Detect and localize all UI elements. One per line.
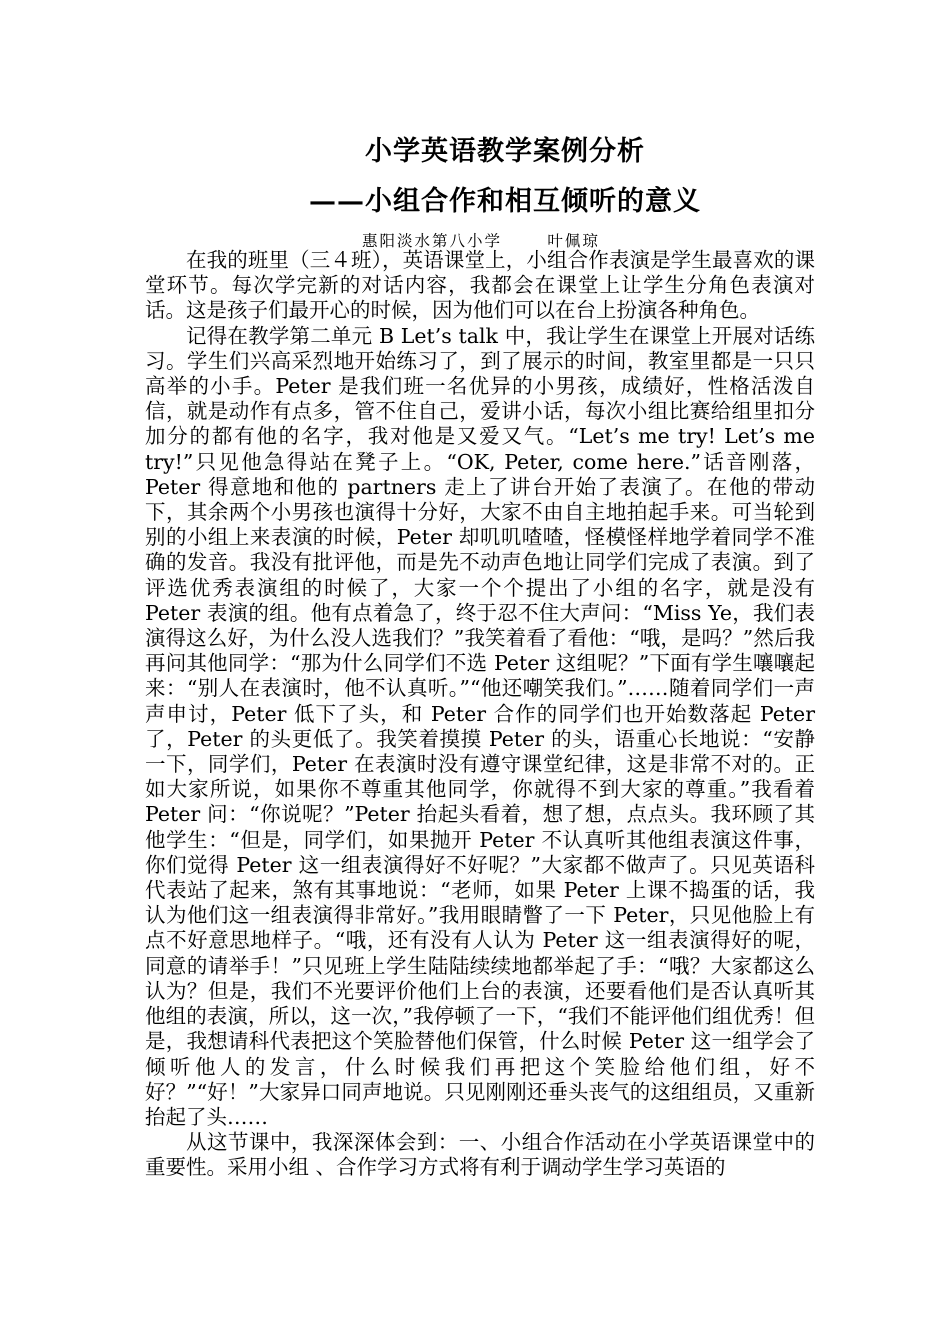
document-title: 小学英语教学案例分析 [365,136,645,167]
paragraph: 从这节课中，我深深体会到：一、小组合作活动在小学英语课堂中的重要性。采用小组 、合作学习方式将有利于调动学生学习英语的 [145,1130,815,1180]
document-subtitle: ——小组合作和相互倾听的意义 [309,186,701,217]
document-body [145,248,815,1181]
paragraph: 在我的班里（三４班），英语课堂上，小组合作表演是学生最喜欢的课堂环节。每次学完新的对话内容，我都会在课堂上让学生分角色表演对话。这是孩子们最开心的时候，因为他们可以在台上扮演各种角色。 [145,248,815,323]
author-line: 惠阳淡水第八小学 叶佩琼 [362,232,600,250]
paragraph: 记得在教学第二单元 B Let’s talk 中，我让学生在课堂上开展对话练习。学生们兴高采烈地开始练习了，到了展示的时间，教室里都是一只只高举的小手。Peter 是我们班一名优异的小男孩，成绩好，性格活泼自信，就是动作有点多，管不住自己，爱讲小话，每次小组比赛给组里扣分加分的都有他的名字，我对他是又爱又气。“Let’s me try! Let’s me try!”只见他急得站在凳子上。“OK, Peter, come here.”话音刚落，Peter 得意地和他的 partners 走上了讲台开始了表演了。在他的带动下，其余两个小男孩也演得十分好，大家不由自主地拍起手来。可当轮到别的小组上来表演的时候，Peter 却叽叽喳喳，怪模怪样地学着同学不准确的发音。我没有批评他，而是先不动声色地让同学们完成了表演。到了评选优秀表演组的时候了，大家一个个提出了小组的名字，就是没有 Peter 表演的组。他有点着急了，终于忍不住大声问：“Miss Ye，我们表演得这么好，为什么没人选我们？”我笑着看了看他：“哦，是吗？”然后我再问其他同学：“那为什么同学们不选 Peter 这组呢？”下面有学生嚷嚷起来：“别人在表演时，他不认真听。”“他还嘲笑我们。”……随着同学们一声声申讨，Peter 低下了头，和 Peter 合作的同学们也开始数落起 Peter 了，Peter 的头更低了。我笑着摸摸 Peter 的头，语重心长地说：“安静一下，同学们，Peter 在表演时没有遵守课堂纪律，这是非常不对的。正如大家所说，如果你不尊重其他同学，你就得不到大家的尊重。”我看着 Peter 问：“你说呢？”Peter 抬起头看着，想了想，点点头。我环顾了其他学生：“但是，同学们，如果抛开 Peter 不认真听其他组表演这件事，你们觉得 Peter 这一组表演得好不好呢？”大家都不做声了。只见英语科代表站了起来，煞有其事地说：“老师，如果 Peter 上课不捣蛋的话，我认为他们这一组表演得非常好。”我用眼睛瞥了一下 Peter，只见他脸上有点不好意思地样子。“哦，还有没有人认为 Peter 这一组表演得好的呢，同意的请举手！”只见班上学生陆陆续续地都举起了手：“哦？大家都这么认为？但是，我们不光要评价他们上台的表演，还要看他们是否认真听其他组的表演，所以，这一次，”我停顿了一下，“我们不能评他们组优秀！但是，我想请科代表把这个笑脸替他们保管，什么时候 Peter 这一组学会了倾听他人的发言，什么时候我们再把这个笑脸给他们组，好不好？”“好！”大家异口同声地说。只见刚刚还垂头丧气的这组组员，又重新抬起了头…… [145,323,815,1129]
